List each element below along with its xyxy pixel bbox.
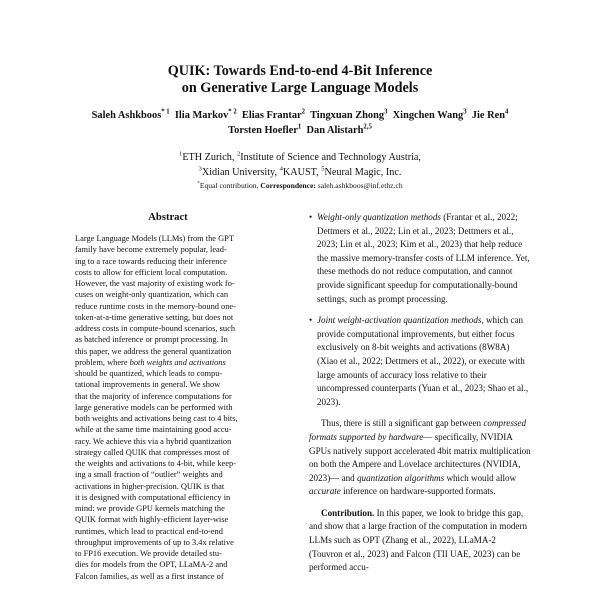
affiliation-line-2: $^3$Xidian University, $^4$KAUST, $^5$Neural Magic, Inc. — [198, 165, 402, 178]
abstract-line: reduce runtime costs in the memory-bound one- — [75, 301, 236, 311]
abstract-line: Large Language Models (LLMs) from the GPT — [75, 234, 234, 243]
bullet-dot-icon: • — [309, 315, 313, 326]
title-line-1: QUIK: Towards End-to-end 4-Bit Inference — [167, 63, 433, 79]
abstract-line: Falcon families, as well as a first instance of — [75, 571, 224, 581]
abstract-line: throughput improvements of up to 3.4x relative — [75, 537, 234, 547]
right-column — [309, 211, 531, 583]
abstract-line: to FP16 execution. We provide detailed stu- — [75, 549, 222, 558]
bullet-dot-icon: • — [309, 212, 313, 222]
abstract-line: both weights and activations being cast to 4 bits, — [75, 414, 238, 423]
abstract-line: token-at-a-time generative setting, but does not — [75, 312, 234, 322]
abstract-line: mind: we provide GPU kernels matching the — [75, 504, 225, 513]
abstract-line: while at the same time maintaining good accu- — [75, 425, 232, 435]
abstract-line: the weights and activations to 4-bit, while keep- — [75, 459, 236, 468]
bullet-joint-quantization: • Joint weight-activation quantization methods, which can provide computational improvements, but either focus exclusively on 8-bit weights and activations (8W8A) (Xiao et al., 2022; Dettmers et al., 2022), or execute with large amounts of accuracy loss relative to their uncompressed counterparts (Yuan et al., 2023; Shao et al., 2023). — [309, 315, 529, 407]
paragraph-gap: Thus, there is still a significant gap between compressed formats supported by hardware— specifically, NVIDIA GPUs natively support accelerated 4bit matrix multiplication on both the Ampere and Lovelace architectures (NVIDIA, 2023)— and quantization algorithms which would allow accurate inference on hardware-supported formats. — [309, 418, 531, 497]
author: Dan Alistarh$^{2,5}$ — [306, 123, 372, 136]
author: Ilia Markov$^{* 2}$ — [174, 108, 237, 121]
paragraph-contribution: Contribution. In this paper, we look to bridge this gap, and show that a large fraction of the computation in modern LLMs such as OPT (Zhang et al., 2022), LLaMA-2 (Touvron et al., 2023) and Falcon (TII UAE, 2023) can be performed accu- — [309, 507, 528, 573]
abstract-line: strategy called QUIK that compresses most of — [75, 447, 230, 457]
affiliation-line-1: $^1$ETH Zurich, $^2$Institute of Science and Technology Austria, — [179, 150, 421, 163]
abstract-line: cuses on weight-only quantization, which can — [75, 290, 229, 300]
abstract-line: QUIK format with highly-efficient layer-wise — [75, 515, 229, 525]
author: Tingxuan Zhong$^3$ — [310, 108, 388, 121]
abstract-line: tational improvements in general. We show — [75, 380, 221, 390]
abstract-line: ing a small fraction of “outlier” weights and — [75, 470, 223, 480]
abstract-line-emphasis: problem, where both weights and activations — [75, 357, 226, 367]
author: Saleh Ashkboos$^{* 1}$ — [91, 108, 170, 121]
abstract-line: should be quantized, which leads to compu- — [75, 369, 223, 378]
paper-title — [0, 63, 600, 97]
correspondence-note: *Equal contribution, Correspondence: saleh.ashkboos@inf.ethz.ch — [197, 181, 403, 190]
abstract-line: However, the vast majority of existing work fo- — [75, 279, 235, 288]
abstract-line: large generative models can be performed with — [75, 402, 233, 412]
abstract-line: that the majority of inference computations for — [75, 391, 232, 401]
abstract-line: runtimes, which lead to practical end-to-end — [75, 526, 223, 536]
abstract-heading: Abstract — [148, 212, 188, 223]
title-line-2: on Generative Large Language Models — [181, 80, 419, 96]
abstract-line: it is designed with computational efficiency in — [75, 492, 231, 502]
abstract-line: activations in higher-precision. QUIK is that — [75, 481, 225, 491]
author-list — [40, 108, 560, 138]
abstract-line: family have become extremely popular, lead- — [75, 245, 227, 255]
abstract-line: address costs in compute-bound scenarios, such — [75, 324, 236, 333]
abstract-line: this paper, we address the general quantization — [75, 346, 232, 356]
abstract-line: as batched inference or prompt processing. In — [75, 335, 228, 345]
author: Jie Ren$^4$ — [471, 108, 509, 121]
affiliations — [60, 150, 540, 192]
author: Elias Frantar$^2$ — [241, 108, 306, 121]
abstract-line: costs to allow for efficient local computation. — [75, 267, 228, 277]
abstract-body — [75, 233, 281, 582]
abstract-line: ing to a race towards reducing their inference — [75, 256, 227, 266]
abstract-line: dies for models from the OPT, LLaMA-2 and — [75, 560, 228, 570]
bullet-weight-only: • Weight-only quantization methods (Frantar et al., 2022; Dettmers et al., 2022; Lin et al., 2023; Dettmers et al., 2023; Lin et al., 2023; Kim et al., 2023) that help reduce the massive memory-transfer costs of LLM inference. Yet, these methods do not reduce computation, and cannot provide significant speedup for computationally-bound settings, such as prompt processing. — [309, 212, 530, 304]
abstract-line: racy. We achieve this via a hybrid quantization — [75, 436, 232, 446]
author: Xingchen Wang$^3$ — [392, 108, 467, 121]
correspondence-email: saleh.ashkboos@inf.ethz.ch — [315, 181, 403, 190]
author: Torsten Hoefler$^1$ — [228, 123, 302, 136]
